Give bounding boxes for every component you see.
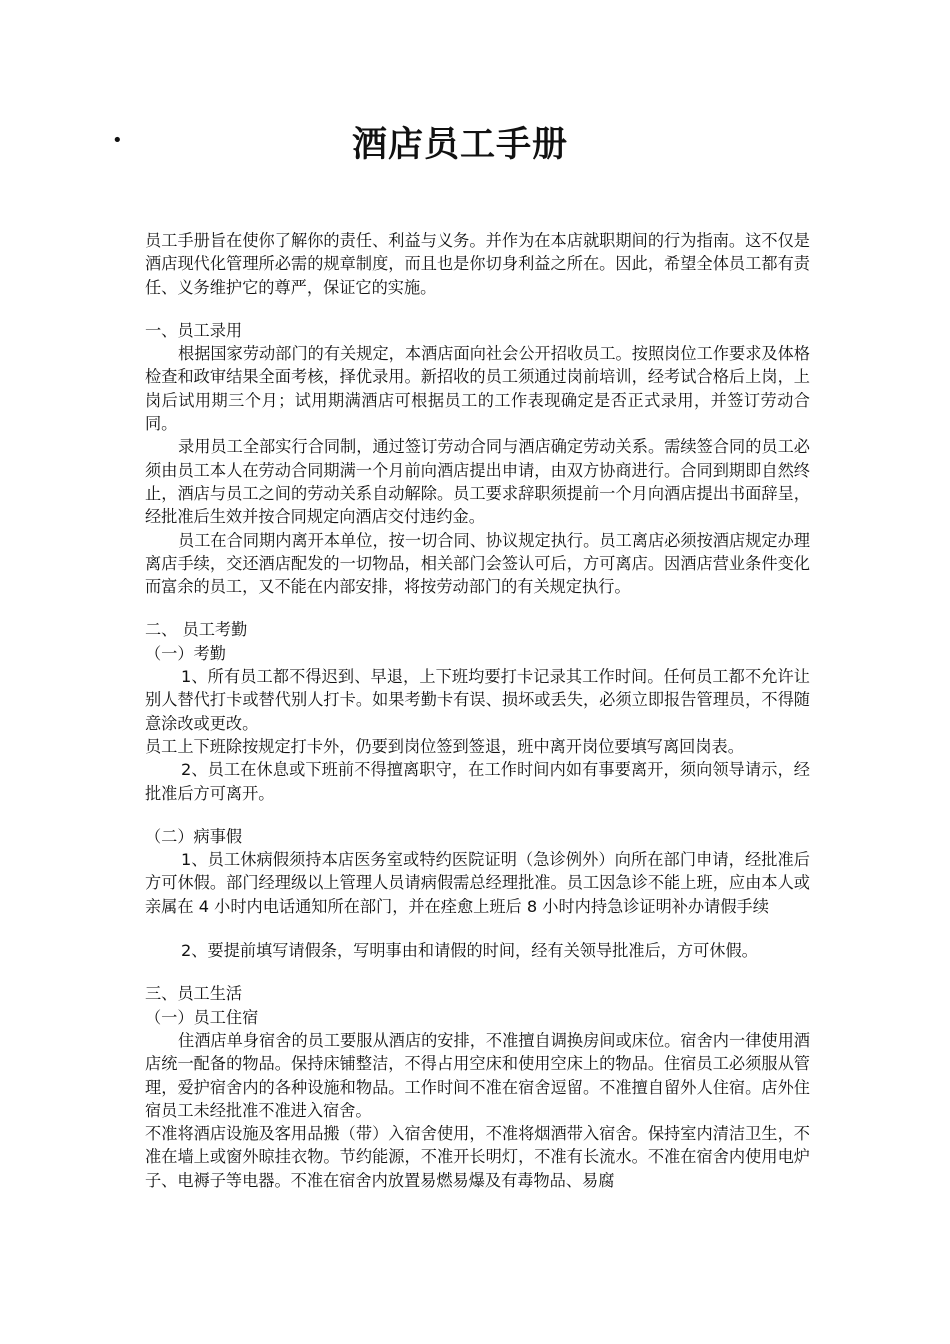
section3-sub-housing: （一）员工住宿	[145, 1007, 259, 1027]
leave-item-1: 1、员工休病假须持本店医务室或特约医院证明（急诊例外）向所在部门申请，经批准后方可休假。部门经理级以上管理人员请病假需总经理批准。员工因急诊不能上班，应由本人或亲属在 4 小时内电话通知所在部门，并在痊愈上班后 8 小时内持急诊证明补办请假手续	[145, 850, 810, 916]
bullet-mark: •	[112, 130, 123, 151]
section3-heading: 三、员工生活	[145, 984, 243, 1004]
section1-heading: 一、员工录用	[145, 320, 243, 340]
page-title: 酒店员工手册	[351, 125, 568, 165]
housing-paragraph-2: 不准将酒店设施及客用品搬（带）入宿舍使用，不准将烟酒带入宿舍。保持室内清洁卫生，不准在墙上或窗外晾挂衣物。节约能源，不准开长明灯，不准有长流水。不准在宿舍内使用电炉子、电褥子等电器。不准在宿舍内放置易燃易爆及有毒物品、易腐	[145, 1124, 810, 1190]
leave-item-2: 2、要提前填写请假条，写明事由和请假的时间，经有关领导批准后，方可休假。	[181, 941, 758, 961]
document-body	[145, 229, 810, 1192]
attendance-item-1b: 员工上下班除按规定打卡外，仍要到岗位签到签退，班中离开岗位要填写离回岗表。	[145, 736, 744, 756]
attendance-item-2: 2、员工在休息或下班前不得擅离职守，在工作时间内如有事要离开，须向领导请示，经批准后方可离开。	[145, 760, 810, 803]
section2-sub-leave: （二）病事假	[145, 826, 243, 846]
section1-paragraph-2: 录用员工全部实行合同制，通过签订劳动合同与酒店确定劳动关系。需续签合同的员工必须由员工本人在劳动合同期满一个月前向酒店提出申请，由双方协商进行。合同到期即自然终止，酒店与员工之间的劳动关系自动解除。员工要求辞职须提前一个月向酒店提出书面辞呈，经批准后生效并按合同规定向酒店交付违约金。	[145, 437, 810, 527]
section1-paragraph-3: 员工在合同期内离开本单位，按一切合同、协议规定执行。员工离店必须按酒店规定办理离店手续，交还酒店配发的一切物品，相关部门会签认可后，方可离店。因酒店营业条件变化而富余的员工，又不能在内部安排，将按劳动部门的有关规定执行。	[145, 530, 810, 597]
intro-paragraph: 员工手册旨在使你了解你的责任、利益与义务。并作为在本店就职期间的行为指南。这不仅是酒店现代化管理所必需的规章制度，而且也是你切身利益之所在。因此，希望全体员工都有责任、义务维护它的尊严，保证它的实施。	[145, 231, 810, 297]
housing-paragraph-1: 住酒店单身宿舍的员工要服从酒店的安排，不准擅自调换房间或床位。宿舍内一律使用酒店统一配备的物品。保持床铺整洁，不得占用空床和使用空床上的物品。住宿员工必须服从管理，爱护宿舍内的各种设施和物品。工作时间不准在宿舍逗留。不准擅自留外人住宿。店外住宿员工未经批准不准进入宿舍。	[145, 1030, 810, 1120]
section2-sub-attendance: （一）考勤	[145, 643, 226, 663]
section1-paragraph-1: 根据国家劳动部门的有关规定，本酒店面向社会公开招收员工。按照岗位工作要求及体格检查和政审结果全面考核，择优录用。新招收的员工须通过岗前培训，经考试合格后上岗，上岗后试用期三个月；试用期满酒店可根据员工的工作表现确定是否正式录用，并签订劳动合同。	[145, 344, 810, 434]
section2-heading: 二、 员工考勤	[145, 620, 248, 640]
attendance-item-1: 1、所有员工都不得迟到、早退，上下班均要打卡记录其工作时间。任何员工都不允许让别人替代打卡或替代别人打卡。如果考勤卡有误、损坏或丢失，必须立即报告管理员，不得随意涂改或更改。	[145, 667, 810, 733]
